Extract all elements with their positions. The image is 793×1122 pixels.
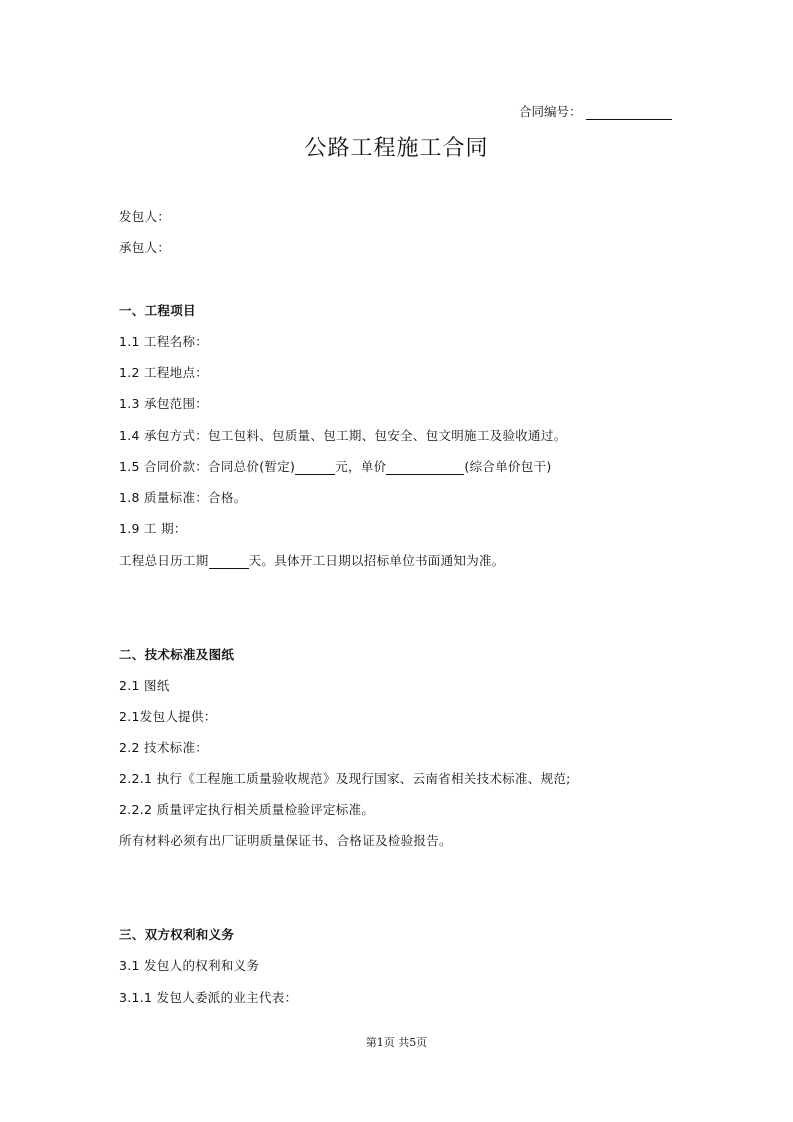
item-1-4: 1.4 承包方式：包工包料、包质量、包工期、包安全、包文明施工及验收通过。 [119,428,567,443]
materials-requirement: 所有材料必须有出厂证明质量保证书、合格证及检验报告。 [119,833,452,848]
item-2-2: 2.2 技术标准： [119,740,209,755]
item-1-5-part-c: (综合单价包干) [464,459,552,474]
item-2-2-1: 2.2.1 执行《工程施工质量验收规范》及现行国家、云南省相关技术标准、规范; [119,771,571,786]
duration-days-blank [209,555,249,569]
item-2-1-provider: 2.1发包人提供： [119,709,217,724]
contract-number-field [519,104,672,120]
contract-number-label: 合同编号： [519,104,582,119]
document-title: 公路工程施工合同 [304,136,489,161]
item-3-1: 3.1 发包人的权利和义务 [119,958,260,973]
item-1-5-part-b: 元，单价 [335,459,387,474]
item-1-5 [119,459,552,475]
total-price-blank [295,461,335,475]
item-1-1: 1.1 工程名称： [119,334,209,349]
duration-part-b: 天。具体开工日期以招标单位书面通知为准。 [248,553,505,568]
item-1-9: 1.9 工 期： [119,521,187,536]
item-2-2-2: 2.2.2 质量评定执行相关质量检验评定标准。 [119,802,375,817]
item-2-1: 2.1 图纸 [119,678,170,693]
item-1-3: 1.3 承包范围： [119,396,209,411]
duration-line [119,553,505,569]
section-1-heading: 一、工程项目 [119,303,196,318]
item-1-2: 1.2 工程地点： [119,365,209,380]
contractor-line: 承包人： [119,240,171,255]
unit-price-blank [386,461,464,475]
duration-part-a: 工程总日历工期 [119,553,209,568]
item-1-5-part-a: 1.5 合同价款：合同总价(暂定) [119,459,296,474]
item-3-1-1: 3.1.1 发包人委派的业主代表： [119,990,298,1005]
contract-number-blank [586,106,672,120]
item-1-8: 1.8 质量标准：合格。 [119,490,247,505]
section-3-heading: 三、双方权利和义务 [119,927,235,942]
section-2-heading: 二、技术标准及图纸 [119,647,235,662]
page-footer: 第1页 共5页 [365,1036,428,1049]
employer-line: 发包人： [119,209,171,224]
